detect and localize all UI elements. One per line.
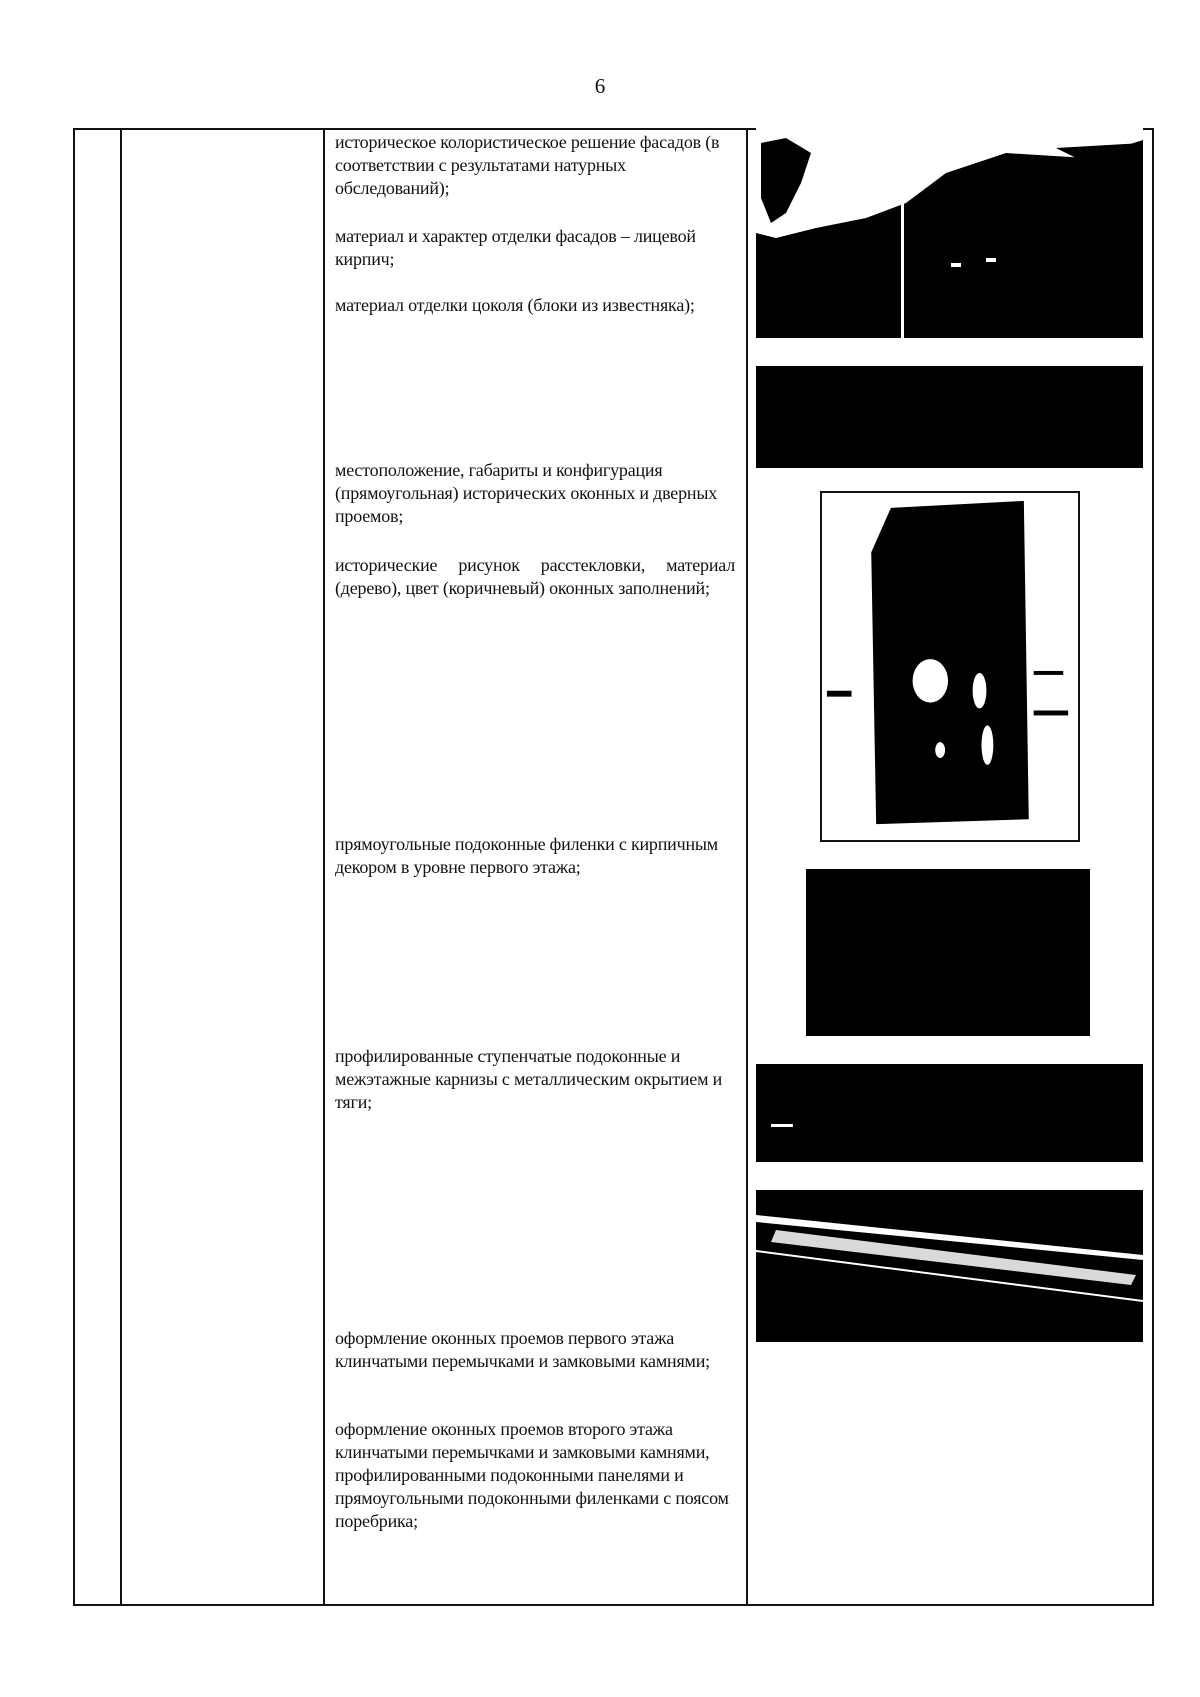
photo-window-panels (806, 869, 1090, 1036)
paragraph-panels-first-floor: прямоугольные подоконные филенки с кирпичным декором в уровне первого этажа; (335, 834, 718, 877)
column-divider-1 (120, 128, 122, 1606)
paragraph-first-floor-lintels: оформление оконных проемов первого этажа клинчатыми перемычками и замковыми камнями; (335, 1328, 710, 1371)
page-number: 6 (594, 74, 606, 98)
column-divider-3 (746, 128, 748, 1606)
paragraph-cornices: профилированные ступенчатые подоконные и межэтажные карнизы с металлическим окрытием и тяги; (335, 1046, 723, 1112)
paragraph-facade-color: историческое колористическое решение фасадов (в соответствии с результатами натурных обследований); (335, 132, 720, 198)
photo-window (820, 491, 1080, 842)
photo-cornice-detail (756, 1190, 1143, 1342)
paragraph-facade-material: материал и характер отделки фасадов – лицевой кирпич; (335, 226, 696, 269)
photo-plinth (756, 366, 1143, 468)
photo-cornice (756, 1064, 1143, 1162)
paragraph-second-floor-lintels: оформление оконных проемов второго этажа клинчатыми перемычками и замковыми камнями, профилированными подоконными панелями и прямоугольными подоконными филенками с поясом поребрика; (335, 1419, 729, 1531)
paragraph-window-fillings: исторические рисунок расстекловки, материал (дерево), цвет (коричневый) оконных заполнений; (335, 555, 735, 598)
column-divider-2 (323, 128, 325, 1606)
photo-facade (756, 128, 1143, 338)
paragraph-plinth-material: материал отделки цоколя (блоки из известняка); (335, 295, 695, 315)
paragraph-openings-location: местоположение, габариты и конфигурация (прямоугольная) исторических оконных и дверных проемов; (335, 460, 718, 526)
